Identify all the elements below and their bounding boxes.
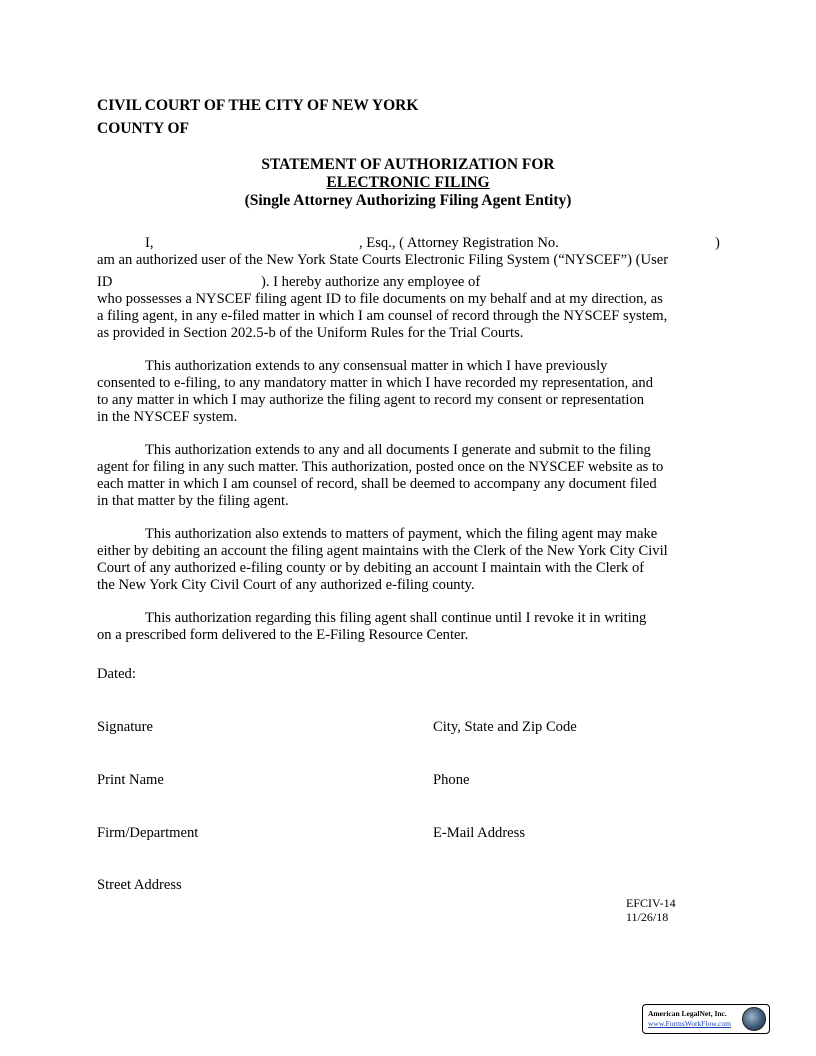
intro-i-label: I, — [145, 235, 154, 251]
paragraph-consensual-matters — [97, 358, 725, 426]
dated-label: Dated: — [97, 666, 136, 682]
paragraph-line: This authorization extends to any consensual matter in which I have previously — [145, 358, 608, 374]
paragraph-line: to any matter in which I may authorize the filing agent to record my consent or representation — [97, 392, 645, 408]
intro-close-paren: ) — [715, 235, 720, 251]
paragraph-line: on a prescribed form delivered to the E-Filing Resource Center. — [97, 627, 469, 643]
intro-esq-label: , Esq., ( Attorney Registration No. — [359, 235, 559, 251]
paragraph-line: each matter in which I am counsel of record, shall be deemed to accompany any document filed — [97, 476, 657, 492]
paragraph-line: This authorization extends to any and all documents I generate and submit to the filing — [145, 442, 651, 458]
form-title-underlined — [0, 174, 816, 192]
city-state-zip-label: City, State and Zip Code — [433, 719, 577, 735]
intro-line-5: a filing agent, in any e-filed matter in which I am counsel of record through the NYSCEF system, — [97, 308, 668, 324]
paragraph-documents — [97, 442, 725, 510]
phone-label: Phone — [433, 772, 470, 788]
intro-line-4: who possesses a NYSCEF filing agent ID to file documents on my behalf and at my direction, as — [97, 291, 663, 307]
print-name-label: Print Name — [97, 772, 164, 788]
email-address-label: E-Mail Address — [433, 825, 526, 841]
street-address-label: Street Address — [97, 877, 182, 893]
form-title: STATEMENT OF AUTHORIZATION FOR — [261, 156, 555, 173]
paragraph-line: either by debiting an account the filing agent maintains with the Clerk of the New York City Civil — [97, 543, 668, 559]
firm-department-label: Firm/Department — [97, 825, 199, 841]
intro-line-2: am an authorized user of the New York State Courts Electronic Filing System (“NYSCEF”) (User — [97, 252, 669, 268]
paragraph-line: agent for filing in any such matter. This authorization, posted once on the NYSCEF website as to — [97, 459, 664, 475]
paragraph-line: consented to e-filing, to any mandatory matter in which I have recorded my representation, and — [97, 375, 653, 391]
paragraph-line: in the NYSCEF system. — [97, 409, 238, 425]
form-revision-date: 11/26/18 — [626, 910, 669, 924]
paragraph-revocation — [97, 610, 725, 644]
logo-url-link[interactable]: www.FormsWorkFlow.com — [648, 1019, 732, 1028]
paragraph-line: the New York City Civil Court of any authorized e-filing county. — [97, 577, 475, 593]
form-title-line2: ELECTRONIC FILING — [326, 174, 490, 191]
signature-label: Signature — [97, 719, 153, 735]
paragraph-line: Court of any authorized e-filing county or by debiting an account I maintain with the Clerk of — [97, 560, 645, 576]
county-label: COUNTY OF — [97, 120, 189, 137]
paragraph-payment — [97, 526, 725, 594]
intro-id-rest: ). I hereby authorize any employee of — [261, 274, 481, 290]
form-code: EFCIV-14 — [626, 896, 676, 910]
globe-icon — [742, 1007, 766, 1031]
logo-company-name: American LegalNet, Inc. — [648, 1009, 727, 1018]
court-name: CIVIL COURT OF THE CITY OF NEW YORK — [97, 97, 419, 114]
paragraph-line: This authorization regarding this filing agent shall continue until I revoke it in writing — [145, 610, 647, 626]
paragraph-line: This authorization also extends to matters of payment, which the filing agent may make — [145, 526, 658, 542]
paragraph-line: in that matter by the filing agent. — [97, 493, 289, 509]
intro-id-label: ID — [97, 274, 113, 290]
intro-line-6: as provided in Section 202.5-b of the Uniform Rules for the Trial Courts. — [97, 325, 524, 341]
form-subtitle: (Single Attorney Authorizing Filing Agent Entity) — [244, 192, 572, 209]
american-legalnet-logo[interactable] — [642, 1004, 770, 1034]
